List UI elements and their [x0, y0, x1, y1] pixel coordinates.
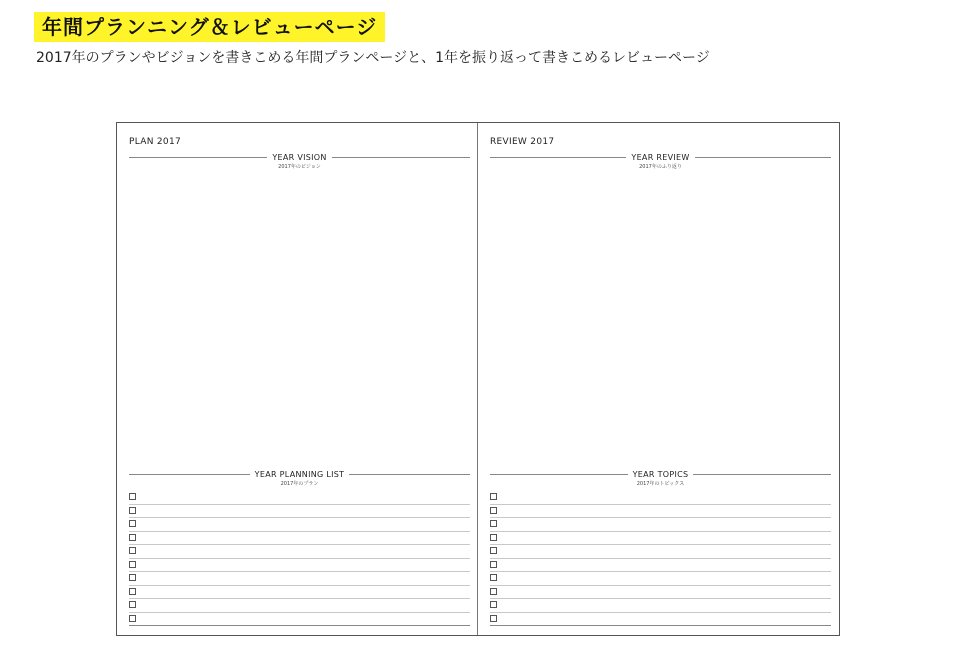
checkbox-icon	[490, 520, 497, 527]
checklist-row	[129, 545, 470, 559]
checkbox-icon	[129, 561, 136, 568]
checklist-row	[129, 586, 470, 600]
checklist-row	[129, 532, 470, 546]
year-planning-list-sublabel: 2017年のプラン	[280, 481, 319, 487]
topics-checklist	[490, 491, 831, 626]
plan-page	[117, 123, 478, 635]
year-vision-sublabel: 2017年のビジョン	[278, 164, 321, 170]
year-topics-sublabel: 2017年のトピックス	[636, 481, 685, 487]
checklist-row	[490, 559, 831, 573]
year-review-label: YEAR REVIEW	[631, 153, 690, 162]
page-subtitle: 2017年のプランやビジョンを書きこめる年間プランページと、1年を振り返って書きこめるレビューページ	[36, 50, 710, 66]
checklist-row	[490, 545, 831, 559]
checklist-row	[129, 491, 470, 505]
checkbox-icon	[490, 493, 497, 500]
checkbox-icon	[129, 534, 136, 541]
checklist-row	[490, 572, 831, 586]
year-vision-label: YEAR VISION	[272, 153, 327, 162]
planner-spread	[116, 122, 840, 636]
checklist-row	[129, 505, 470, 519]
checklist-row	[129, 572, 470, 586]
checklist-row	[490, 613, 831, 627]
checkbox-icon	[129, 493, 136, 500]
checkbox-icon	[490, 561, 497, 568]
review-page	[478, 123, 839, 635]
page-title: 年間プランニング＆レビューページ	[34, 12, 385, 42]
year-topics-section	[490, 470, 831, 487]
year-vision-section	[129, 153, 470, 170]
checkbox-icon	[129, 588, 136, 595]
plan-page-heading: PLAN 2017	[129, 137, 182, 147]
year-review-sublabel: 2017年のふり返り	[639, 164, 682, 170]
review-page-heading: REVIEW 2017	[490, 137, 555, 147]
checklist-row	[129, 518, 470, 532]
checkbox-icon	[129, 547, 136, 554]
checkbox-icon	[129, 615, 136, 622]
checkbox-icon	[490, 588, 497, 595]
planning-checklist	[129, 491, 470, 626]
checkbox-icon	[490, 574, 497, 581]
checkbox-icon	[129, 507, 136, 514]
checkbox-icon	[490, 615, 497, 622]
checkbox-icon	[129, 520, 136, 527]
checkbox-icon	[129, 574, 136, 581]
checklist-row	[129, 599, 470, 613]
year-planning-list-section	[129, 470, 470, 487]
checklist-row	[490, 532, 831, 546]
checklist-row	[490, 586, 831, 600]
year-review-section	[490, 153, 831, 170]
checklist-row	[129, 559, 470, 573]
year-topics-label: YEAR TOPICS	[632, 470, 689, 479]
checklist-row	[490, 518, 831, 532]
checkbox-icon	[490, 507, 497, 514]
checkbox-icon	[490, 601, 497, 608]
checklist-row	[490, 505, 831, 519]
checkbox-icon	[129, 601, 136, 608]
checklist-row	[129, 613, 470, 627]
checkbox-icon	[490, 547, 497, 554]
checklist-row	[490, 599, 831, 613]
checklist-row	[490, 491, 831, 505]
checkbox-icon	[490, 534, 497, 541]
year-planning-list-label: YEAR PLANNING LIST	[254, 470, 345, 479]
